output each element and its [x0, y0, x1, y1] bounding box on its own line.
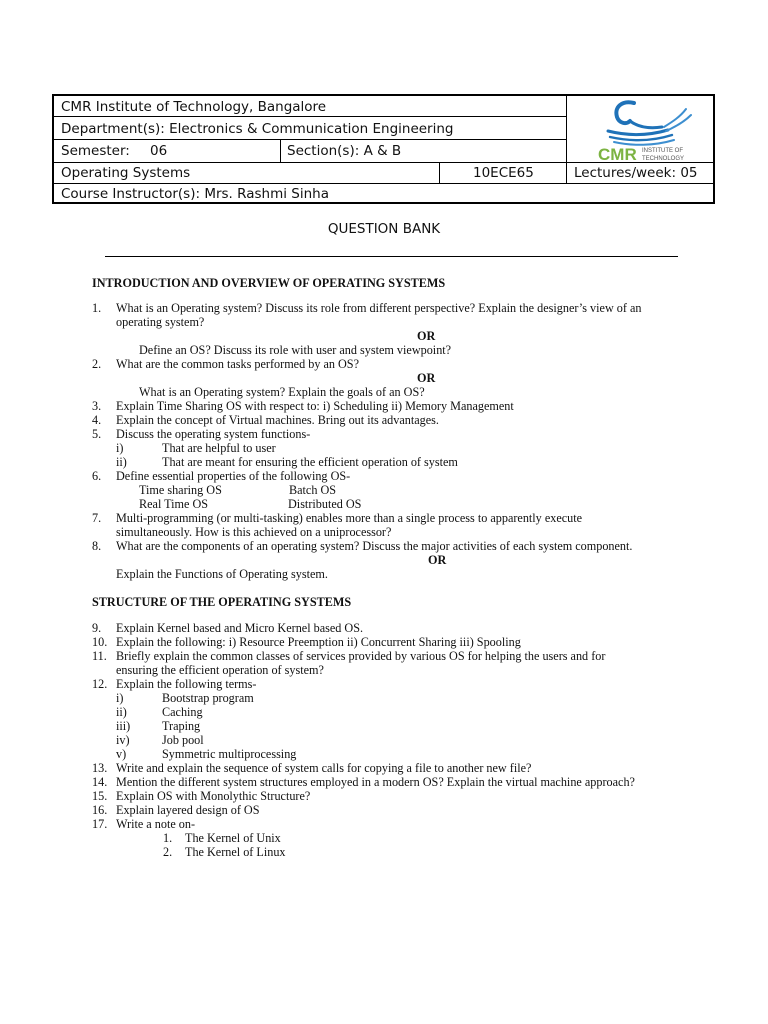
q12-sub-number: iii): [116, 719, 131, 733]
or-label: OR: [428, 553, 447, 567]
section-heading-intro: INTRODUCTION AND OVERVIEW OF OPERATING SYSTEMS: [92, 276, 446, 290]
q2-number: 2.: [92, 357, 102, 371]
q1-text: What is an Operating system? Discuss its role from different perspective? Explain the designer’s view of an: [116, 301, 642, 315]
logo-sub1: INSTITUTE OF: [642, 148, 683, 154]
q5-text: Discuss the operating system functions-: [116, 427, 311, 441]
q15-text: Explain OS with Monolythic Structure?: [116, 789, 311, 803]
q12-sub-number: v): [116, 747, 127, 761]
q13-text: Write and explain the sequence of system calls for copying a file to another new file?: [116, 761, 532, 775]
q14-number: 14.: [92, 775, 108, 789]
q17-number: 17.: [92, 817, 108, 831]
q13-number: 13.: [92, 761, 108, 775]
page-title: QUESTION BANK: [327, 221, 441, 237]
q11-number: 11.: [92, 649, 107, 663]
q12-number: 12.: [92, 677, 108, 691]
swan-icon: [608, 102, 691, 144]
q4-text: Explain the concept of Virtual machines. Bring out its advantages.: [116, 413, 439, 427]
q17-sub-number: 2.: [163, 845, 173, 859]
q1-number: 1.: [92, 301, 102, 315]
q12-sub-number: ii): [116, 705, 127, 719]
or-label: OR: [417, 329, 436, 343]
q5-sub-text: That are helpful to user: [162, 441, 276, 455]
q6-item: Time sharing OS: [139, 483, 222, 497]
q17-sub-text: The Kernel of Unix: [185, 831, 281, 845]
section: Section(s): A & B: [287, 143, 402, 159]
cmr-logo: [568, 97, 714, 165]
q12-text: Explain the following terms-: [116, 677, 257, 691]
q5-sub-text: That are meant for ensuring the efficient operation of system: [162, 455, 458, 469]
q17-sub-text: The Kernel of Linux: [185, 845, 286, 859]
q1-alt: Define an OS? Discuss its role with user and system viewpoint?: [139, 343, 452, 357]
q7-number: 7.: [92, 511, 102, 525]
q3-text: Explain Time Sharing OS with respect to: i) Scheduling ii) Memory Management: [116, 399, 514, 413]
q12-sub-text: Job pool: [162, 733, 204, 747]
q16-text: Explain layered design of OS: [116, 803, 260, 817]
title-divider: [105, 256, 678, 257]
section-heading-structure: STRUCTURE OF THE OPERATING SYSTEMS: [92, 595, 352, 609]
q10-text: Explain the following: i) Resource Preemption ii) Concurrent Sharing iii) Spooling: [116, 635, 521, 649]
institute-name: CMR Institute of Technology, Bangalore: [61, 99, 327, 115]
q11-text-cont: ensuring the efficient operation of system?: [116, 663, 324, 677]
q8-text: What are the components of an operating system? Discuss the major activities of each system component.: [116, 539, 633, 553]
q9-number: 9.: [92, 621, 102, 635]
q12-sub-text: Symmetric multiprocessing: [162, 747, 297, 761]
q7-text-cont: simultaneously. How is this achieved on a uniprocessor?: [116, 525, 392, 539]
q5-sub-number: ii): [116, 455, 127, 469]
q6-number: 6.: [92, 469, 102, 483]
q6-item: Distributed OS: [288, 497, 362, 511]
q2-text: What are the common tasks performed by an OS?: [116, 357, 359, 371]
q7-text: Multi-programming (or multi-tasking) enables more than a single process to apparently execute: [116, 511, 583, 525]
q6-text: Define essential properties of the following OS-: [116, 469, 351, 483]
logo-sub2: TECHNOLOGY: [642, 156, 685, 162]
q6-item: Batch OS: [289, 483, 337, 497]
semester-label: Semester:: [61, 143, 130, 159]
q12-sub-number: iv): [116, 733, 130, 747]
q6-item: Real Time OS: [139, 497, 209, 511]
q12-sub-number: i): [116, 691, 124, 705]
q5-number: 5.: [92, 427, 102, 441]
course-name: Operating Systems: [61, 165, 191, 181]
department: Department(s): Electronics & Communication Engineering: [61, 121, 454, 137]
q4-number: 4.: [92, 413, 102, 427]
q8-number: 8.: [92, 539, 102, 553]
q14-text: Mention the different system structures employed in a modern OS? Explain the virtual machine approach?: [116, 775, 635, 789]
q17-sub-number: 1.: [163, 831, 173, 845]
q5-sub-number: i): [116, 441, 124, 455]
or-label: OR: [417, 371, 436, 385]
q8-alt: Explain the Functions of Operating system.: [116, 567, 328, 581]
q12-sub-text: Bootstrap program: [162, 691, 254, 705]
course-header-table: [52, 94, 715, 204]
q3-number: 3.: [92, 399, 102, 413]
lectures-per-week: Lectures/week: 05: [574, 165, 698, 181]
q17-text: Write a note on-: [116, 817, 196, 831]
q16-number: 16.: [92, 803, 108, 817]
q11-text: Briefly explain the common classes of services provided by various OS for helping the users and for: [116, 649, 606, 663]
q9-text: Explain Kernel based and Micro Kernel based OS.: [116, 621, 364, 635]
logo-text: CMR: [598, 145, 637, 164]
q12-sub-text: Caching: [162, 705, 203, 719]
course-instructor: Course Instructor(s): Mrs. Rashmi Sinha: [61, 186, 329, 202]
q1-text-cont: operating system?: [116, 315, 205, 329]
q10-number: 10.: [92, 635, 108, 649]
course-code: 10ECE65: [473, 165, 534, 181]
q15-number: 15.: [92, 789, 108, 803]
semester-value: 06: [150, 143, 168, 159]
q2-alt: What is an Operating system? Explain the goals of an OS?: [139, 385, 425, 399]
q12-sub-text: Traping: [162, 719, 201, 733]
